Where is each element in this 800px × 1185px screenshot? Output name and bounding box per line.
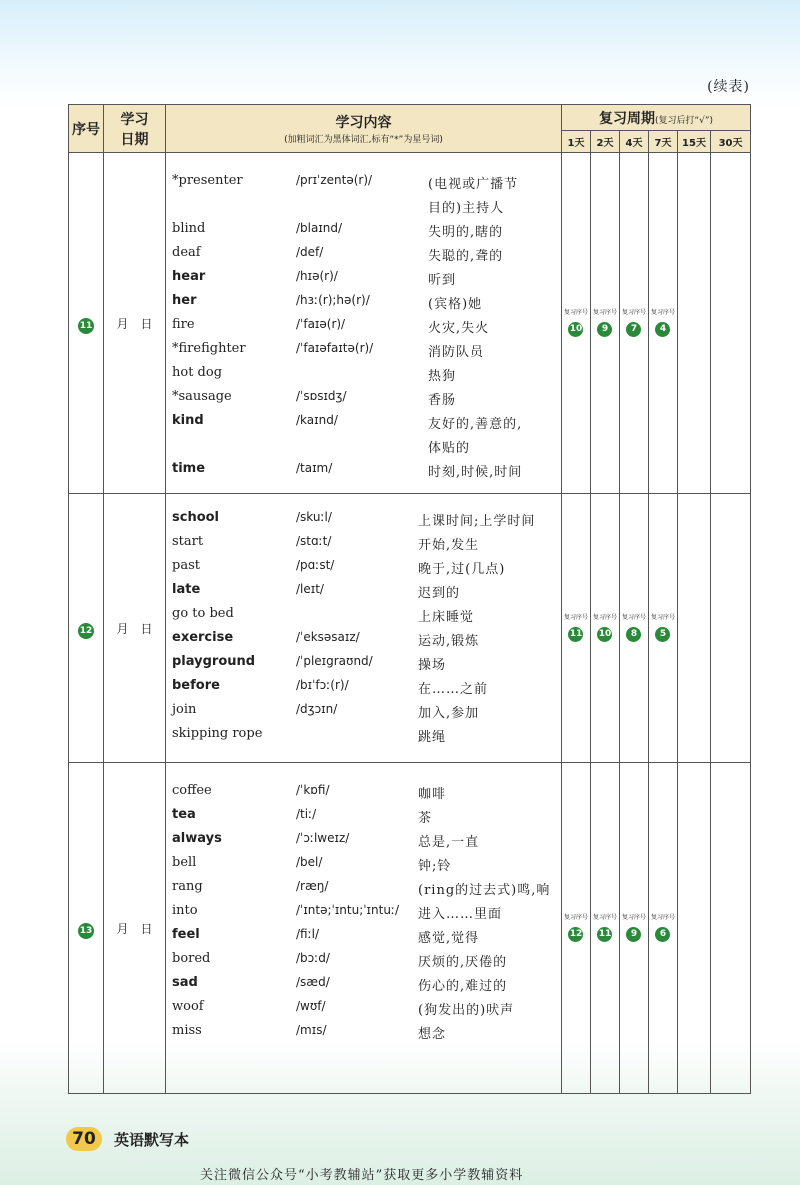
word: past [172, 558, 200, 573]
review-badge [651, 614, 675, 642]
meaning: 想念 [418, 1027, 447, 1042]
review-badge [622, 614, 646, 642]
group-row [69, 153, 751, 494]
content-cell [166, 153, 562, 494]
review-badge [564, 914, 588, 942]
review-cell[interactable] [649, 494, 678, 763]
vocab-item [166, 558, 561, 582]
phonetic: /kaɪnd/ [296, 413, 338, 427]
vocab-item [166, 1023, 561, 1047]
content-cell [166, 494, 562, 763]
phonetic: /pɑːst/ [296, 558, 335, 572]
meaning: 时刻,时候,时间 [428, 465, 523, 480]
meaning: 总是,一直 [418, 835, 480, 850]
vocab-item [166, 413, 561, 437]
meaning: 在……之前 [418, 682, 489, 697]
vocab-table [68, 104, 751, 1094]
review-label: 复习序号 [621, 614, 646, 621]
vocab-item [166, 879, 561, 903]
meaning: 运动,锻炼 [418, 634, 480, 649]
review-label: 复习序号 [650, 914, 675, 921]
vocab-item [166, 582, 561, 606]
word: late [172, 582, 201, 597]
word: kind [172, 413, 204, 428]
review-number: 11 [568, 627, 583, 642]
review-cell[interactable] [678, 763, 711, 1094]
study-date-cell[interactable] [104, 494, 166, 763]
group-number-badge: 12 [78, 623, 94, 639]
meaning: 钟;铃 [418, 859, 452, 874]
vocab-item [166, 951, 561, 975]
phonetic: /wʊf/ [296, 999, 326, 1013]
phonetic: /ræŋ/ [296, 879, 329, 893]
meaning: 体贴的 [428, 441, 471, 456]
group-number [69, 494, 104, 763]
review-badge [593, 309, 617, 337]
group-number [69, 763, 104, 1094]
phonetic: /def/ [296, 245, 324, 259]
meaning: 感觉,觉得 [418, 931, 480, 946]
meaning: 上课时间;上学时间 [418, 514, 536, 529]
review-label: 复习序号 [650, 309, 675, 316]
review-number: 10 [597, 627, 612, 642]
group-number [69, 153, 104, 494]
study-date-cell[interactable] [104, 763, 166, 1094]
meaning: 茶 [418, 811, 433, 826]
word: school [172, 510, 220, 525]
vocab-item [166, 975, 561, 999]
review-badge [622, 914, 646, 942]
word: coffee [172, 783, 212, 798]
phonetic: /prɪˈzentə(r)/ [296, 173, 373, 187]
phonetic: /ˈpleɪgraʊnd/ [296, 654, 373, 668]
review-badge [593, 614, 617, 642]
meaning: 进入……里面 [418, 907, 503, 922]
vocab-item [166, 678, 561, 702]
vocab-item [166, 927, 561, 951]
review-cell[interactable] [620, 153, 649, 494]
vocab-item [166, 534, 561, 558]
meaning: 热狗 [428, 369, 457, 384]
word: woof [172, 999, 204, 1014]
word: hot dog [172, 365, 223, 380]
review-number: 9 [597, 322, 612, 337]
vocab-item [166, 999, 561, 1023]
day-label: 日 [140, 921, 153, 936]
review-number: 11 [597, 927, 612, 942]
review-label: 复习序号 [592, 309, 617, 316]
vocab-item [166, 461, 561, 485]
group-row [69, 763, 751, 1094]
word: *sausage [172, 389, 232, 404]
phonetic: /ˈɔːlweɪz/ [296, 831, 350, 845]
phonetic: /stɑːt/ [296, 534, 332, 548]
meaning: (电视或广播节 [428, 177, 519, 192]
review-label: 复习序号 [621, 309, 646, 316]
word: feel [172, 927, 200, 942]
review-label: 复习序号 [592, 614, 617, 621]
meaning: 失明的,瞎的 [428, 225, 504, 240]
vocab-item [166, 726, 561, 750]
vocab-item [166, 245, 561, 269]
review-cell[interactable] [649, 153, 678, 494]
word: exercise [172, 630, 234, 645]
vocab-item [166, 221, 561, 245]
meaning: 目的)主持人 [428, 201, 505, 216]
phonetic: /bɔːd/ [296, 951, 330, 965]
review-number: 5 [655, 627, 670, 642]
header-cycle: 复习周期(复习后打“√”) [562, 105, 751, 131]
phonetic: /fiːl/ [296, 927, 320, 941]
phonetic: /sæd/ [296, 975, 330, 989]
word: before [172, 678, 220, 693]
vocab-item [166, 654, 561, 678]
review-label: 复习序号 [621, 914, 646, 921]
group-row [69, 494, 751, 763]
meaning: 跳绳 [418, 730, 447, 745]
day-4: 4天 [620, 131, 649, 153]
meaning: 晚于,过(几点) [418, 562, 506, 577]
vocab-item [166, 341, 561, 365]
meaning: 咖啡 [418, 787, 447, 802]
vocab-item [166, 702, 561, 726]
header-content: 学习内容 (加粗词汇为黑体词汇,标有“*”为星号词) [166, 105, 562, 153]
day-30: 30天 [711, 131, 751, 153]
group-number-badge: 11 [78, 318, 94, 334]
review-cell[interactable] [591, 494, 620, 763]
continued-label: (续表) [707, 79, 750, 95]
vocab-item [166, 365, 561, 389]
word: rang [172, 879, 203, 894]
phonetic: /mɪs/ [296, 1023, 327, 1037]
phonetic: /bel/ [296, 855, 323, 869]
word: bell [172, 855, 197, 870]
phonetic: /skuːl/ [296, 510, 332, 524]
review-badge [651, 309, 675, 337]
word: miss [172, 1023, 202, 1038]
review-number: 7 [626, 322, 641, 337]
word: join [172, 702, 197, 717]
review-cell[interactable] [711, 153, 751, 494]
word: time [172, 461, 206, 476]
word: start [172, 534, 204, 549]
book-title: 英语默写本 [114, 1131, 190, 1149]
day-1: 1天 [562, 131, 591, 153]
phonetic: /ˈfaɪə(r)/ [296, 317, 346, 331]
vocab-item [166, 197, 561, 221]
word: sad [172, 975, 198, 990]
meaning: 操场 [418, 658, 447, 673]
month-label: 月 [116, 921, 129, 936]
page-number: 70 [66, 1127, 102, 1151]
review-cell[interactable] [562, 494, 591, 763]
phonetic: /ˈsɒsɪdʒ/ [296, 389, 347, 403]
vocab-item [166, 317, 561, 341]
review-label: 复习序号 [592, 914, 617, 921]
word: her [172, 293, 197, 308]
review-number: 4 [655, 322, 670, 337]
word: fire [172, 317, 195, 332]
review-badge [564, 614, 588, 642]
meaning: 火灾,失火 [428, 321, 490, 336]
month-label: 月 [116, 316, 129, 331]
meaning: (宾格)她 [428, 297, 483, 312]
word: bored [172, 951, 211, 966]
meaning: 消防队员 [428, 345, 485, 360]
review-number: 9 [626, 927, 641, 942]
phonetic: /taɪm/ [296, 461, 333, 475]
review-number: 6 [655, 927, 670, 942]
word: tea [172, 807, 196, 822]
review-badge [651, 914, 675, 942]
review-cell[interactable] [678, 153, 711, 494]
header-study-date: 学习 日期 [104, 105, 166, 153]
vocab-item [166, 807, 561, 831]
review-label: 复习序号 [563, 614, 588, 621]
phonetic: /tiː/ [296, 807, 317, 821]
vocab-item [166, 903, 561, 927]
vocab-item [166, 173, 561, 197]
word: skipping rope [172, 726, 263, 741]
day-label: 日 [140, 621, 153, 636]
word: deaf [172, 245, 201, 260]
review-badge [593, 914, 617, 942]
review-number: 10 [568, 322, 583, 337]
review-cell[interactable] [591, 153, 620, 494]
word: into [172, 903, 198, 918]
bottom-note: 关注微信公众号“小考教辅站”获取更多小学教辅资料 [200, 1168, 524, 1183]
review-cell[interactable] [620, 763, 649, 1094]
phonetic: /hɜː(r);hə(r)/ [296, 293, 370, 307]
meaning: (ring的过去式)鸣,响 [418, 883, 551, 898]
review-cell[interactable] [620, 494, 649, 763]
day-2: 2天 [591, 131, 620, 153]
word: hear [172, 269, 206, 284]
review-badge [564, 309, 588, 337]
meaning: 伤心的,难过的 [418, 979, 508, 994]
meaning: 加入,参加 [418, 706, 480, 721]
vocab-item [166, 510, 561, 534]
phonetic: /hɪə(r)/ [296, 269, 338, 283]
phonetic: /ˈɪntə;ˈɪntu;ˈɪntuː/ [296, 903, 400, 917]
day-7: 7天 [649, 131, 678, 153]
vocab-item [166, 855, 561, 879]
review-badge [622, 309, 646, 337]
word: playground [172, 654, 256, 669]
vocab-item [166, 783, 561, 807]
review-label: 复习序号 [563, 914, 588, 921]
review-cell[interactable] [711, 494, 751, 763]
vocab-item [166, 606, 561, 630]
word: *firefighter [172, 341, 246, 356]
word: always [172, 831, 222, 846]
phonetic: /ˈkɒfi/ [296, 783, 330, 797]
group-number-badge: 13 [78, 923, 94, 939]
day-15: 15天 [678, 131, 711, 153]
phonetic: /ˈeksəsaɪz/ [296, 630, 360, 644]
meaning: 失聪的,聋的 [428, 249, 504, 264]
phonetic: /blaɪnd/ [296, 221, 343, 235]
day-label: 日 [140, 316, 153, 331]
phonetic: /ˈfaɪəfaɪtə(r)/ [296, 341, 374, 355]
content-cell [166, 763, 562, 1094]
review-number: 8 [626, 627, 641, 642]
vocab-item [166, 389, 561, 413]
meaning: (狗发出的)吠声 [418, 1003, 515, 1018]
phonetic: /leɪt/ [296, 582, 324, 596]
review-cell[interactable] [711, 763, 751, 1094]
meaning: 香肠 [428, 393, 457, 408]
review-cell[interactable] [562, 763, 591, 1094]
vocab-item [166, 630, 561, 654]
meaning: 上床睡觉 [418, 610, 475, 625]
vocab-item [166, 831, 561, 855]
vocab-item [166, 269, 561, 293]
review-label: 复习序号 [650, 614, 675, 621]
word: *presenter [172, 173, 243, 188]
phonetic: /dʒɔɪn/ [296, 702, 338, 716]
vocab-item [166, 437, 561, 461]
review-cell[interactable] [591, 763, 620, 1094]
word: blind [172, 221, 206, 236]
review-number: 12 [568, 927, 583, 942]
meaning: 开始,发生 [418, 538, 480, 553]
vocab-item [166, 293, 561, 317]
meaning: 迟到的 [418, 586, 461, 601]
review-cell[interactable] [649, 763, 678, 1094]
month-label: 月 [116, 621, 129, 636]
review-label: 复习序号 [563, 309, 588, 316]
meaning: 友好的,善意的, [428, 417, 523, 432]
study-date-cell[interactable] [104, 153, 166, 494]
meaning: 听到 [428, 273, 457, 288]
word: go to bed [172, 606, 234, 621]
header-seq: 序号 [69, 105, 104, 153]
review-cell[interactable] [562, 153, 591, 494]
meaning: 厌烦的,厌倦的 [418, 955, 508, 970]
review-cell[interactable] [678, 494, 711, 763]
phonetic: /bɪˈfɔː(r)/ [296, 678, 349, 692]
